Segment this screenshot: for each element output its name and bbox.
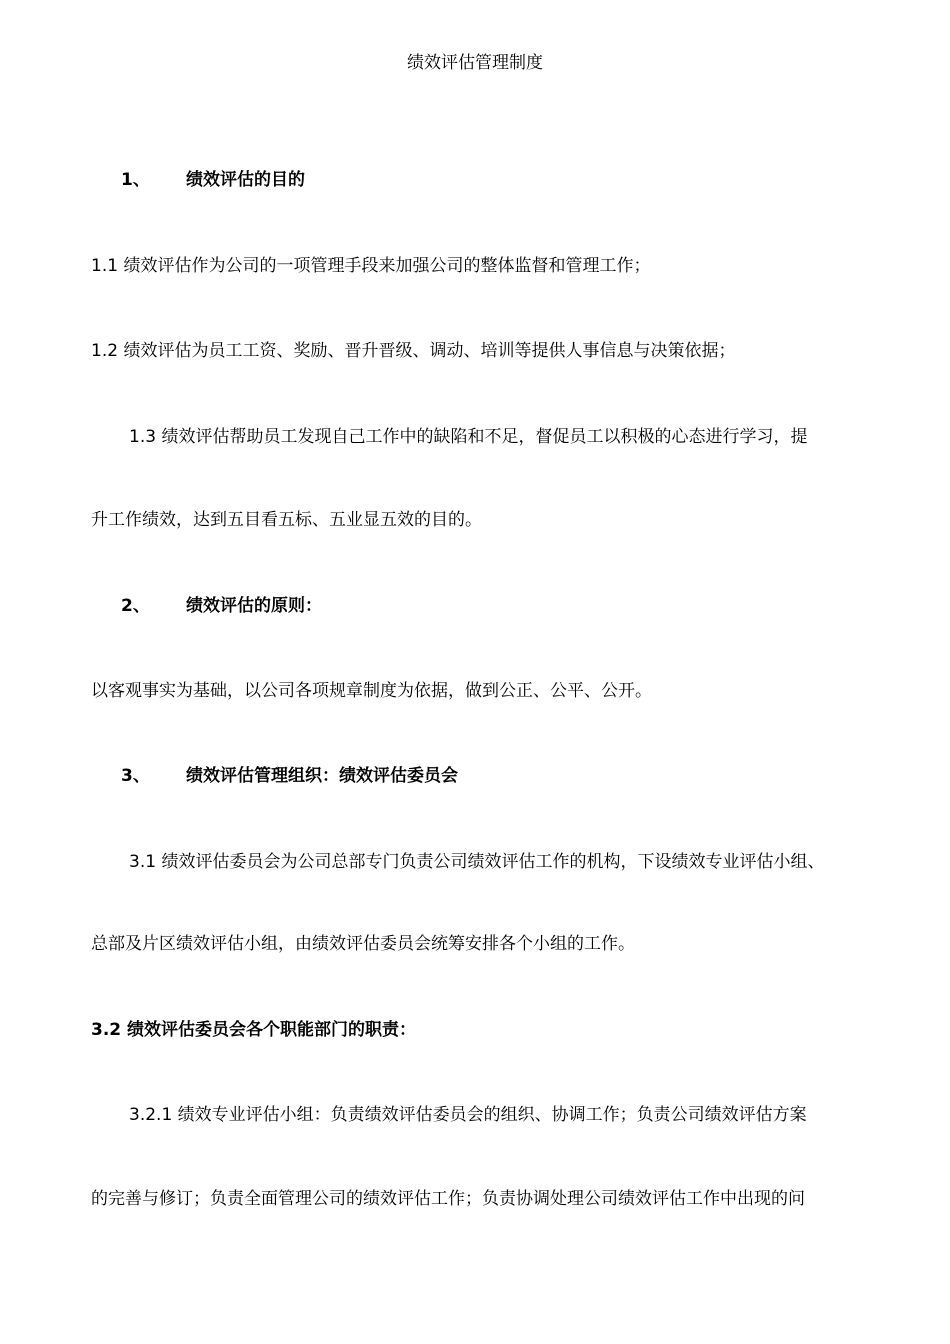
section-number: 1、 [121, 170, 150, 190]
paragraph-continuation: 升工作绩效，达到五目看五标、五业显五效的目的。 [91, 510, 482, 530]
section-title: 绩效评估管理组织：绩效评估委员会 [186, 766, 458, 786]
document-title: 绩效评估管理制度 [407, 53, 543, 73]
paragraph: 3.2.1 绩效专业评估小组：负责绩效评估委员会的组织、协调工作；负责公司绩效评估方案 [129, 1105, 807, 1125]
subsection-heading: 3.2 绩效评估委员会各个职能部门的职责： [91, 1020, 417, 1040]
paragraph: 1.3 绩效评估帮助员工发现自己工作中的缺陷和不足，督促员工以积极的心态进行学习，提 [129, 427, 808, 447]
section-title: 绩效评估的原则： [186, 596, 322, 616]
paragraph-continuation: 总部及片区绩效评估小组，由绩效评估委员会统筹安排各个小组的工作。 [91, 934, 635, 954]
paragraph: 1.1 绩效评估作为公司的一项管理手段来加强公司的整体监督和管理工作； [91, 256, 651, 276]
paragraph: 3.1 绩效评估委员会为公司总部专门负责公司绩效评估工作的机构，下设绩效专业评估小组、 [129, 852, 825, 872]
section-number: 2、 [121, 596, 150, 616]
paragraph: 1.2 绩效评估为员工工资、奖励、晋升晋级、调动、培训等提供人事信息与决策依据； [91, 341, 736, 361]
paragraph-continuation: 的完善与修订；负责全面管理公司的绩效评估工作；负责协调处理公司绩效评估工作中出现的问 [91, 1189, 805, 1209]
section-title: 绩效评估的目的 [186, 170, 305, 190]
section-number: 3、 [121, 766, 150, 786]
paragraph: 以客观事实为基础，以公司各项规章制度为依据，做到公正、公平、公开。 [91, 681, 652, 701]
